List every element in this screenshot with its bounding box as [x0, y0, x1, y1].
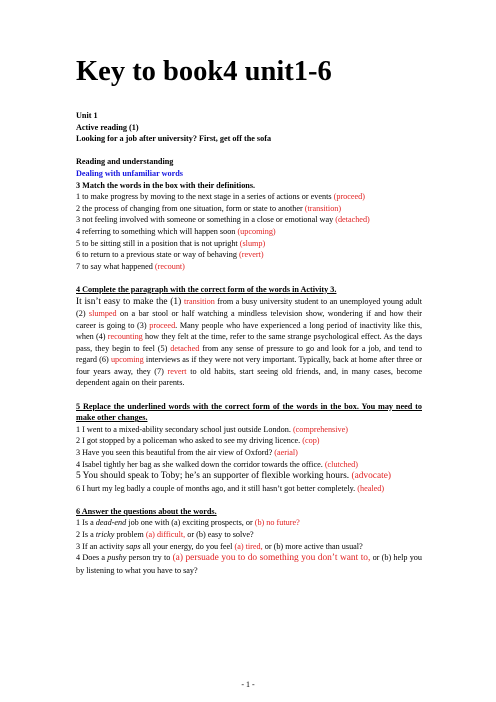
q6-item: 2 Is a tricky problem (a) difficult, or (b) easy to solve?: [76, 530, 254, 539]
q3-item: 2 the process of changing from one situation, form or state to another (transition): [76, 203, 342, 213]
q5-item: 2 I got stopped by a policeman who asked to see my driving licence. (cop): [76, 436, 320, 446]
document-title: Key to book4 unit1-6: [76, 56, 332, 87]
q5-item: 6 I hurt my leg badly a couple of months ago, and it still hasn’t got better completely. (healed): [76, 483, 385, 493]
answer: (detached): [335, 215, 370, 225]
answer: (recount): [154, 261, 185, 271]
passage-title: Looking for a job after university? First, get off the sofa: [76, 134, 272, 144]
q4-paragraph: It isn’t easy to make the (1) transition from a busy university student to an unemployed young adult (2) slumped on a bar stool or half watching a mindless television show, wondering if and how their career is going to (3) proceed. Many people who have experienced a long period of inactivity like this, when (4) recounting how they felt at the time, refer to the same strange psychological effect. As the days pass, they begin to feel (5) detached from any sense of pressure to go and look for a job, and tend to regard (6) upcoming interviews as if they were not very important. Typically, back at home after three or four years away, they (7) revert to old habits, start seeing old friends, and, in many cases, become dependent again on their parents.: [76, 296, 423, 388]
document-body: [76, 110, 422, 576]
q6-heading: 6 Answer the questions about the words.: [76, 506, 217, 516]
q3-item: 1 to make progress by moving to the next stage in a series of actions or events (proceed): [76, 192, 365, 202]
q3-item: 7 to say what happened (recount): [76, 261, 185, 271]
q3-item: 5 to be sitting still in a position that is not upright (slump): [76, 238, 266, 248]
answer: (transition): [304, 203, 342, 213]
q3-item: 6 to return to a previous state or way of behaving (revert): [76, 250, 264, 260]
page-number: - 1 -: [241, 680, 255, 689]
answer: (proceed): [333, 192, 365, 202]
subheading-unfamiliar-words: Dealing with unfamiliar words: [76, 168, 183, 178]
unit-label: Unit 1: [76, 111, 98, 120]
q6-item: 3 If an activity saps all your energy, do you feel (a) tired, or (b) more active than usual?: [76, 541, 363, 551]
q3-item: 3 not feeling involved with someone or something in a close or emotional way (detached): [76, 215, 370, 225]
q4-heading: 4 Complete the paragraph with the correct form of the words in Activity 3.: [76, 284, 337, 294]
q5-heading: 5 Replace the underlined words with the correct form of the words in the box. You may need to make other changes.: [76, 401, 422, 423]
answer: (upcoming): [237, 226, 276, 236]
answer: (revert): [239, 250, 264, 260]
q3-heading: 3 Match the words in the box with their definitions.: [76, 180, 256, 190]
q5-item: 1 I went to a mixed-ability secondary school just outside London. (comprehensive): [76, 424, 348, 434]
section-label: Active reading (1): [76, 122, 139, 132]
q5-item: 4 Isabel tightly her bag as she walked down the corridor towards the office. (clutched): [76, 459, 358, 469]
q6-item: 1 Is a dead-end job one with (a) exciting prospects, or (b) no future?: [76, 518, 300, 528]
answer: (slump): [239, 238, 266, 248]
q3-item: 4 referring to something which will happen soon (upcoming): [76, 226, 276, 236]
q5-item: 5 You should speak to Toby; he’s an supporter of flexible working hours. (advocate): [76, 471, 392, 482]
reading-heading: Reading and understanding: [76, 157, 174, 167]
q6-item: 4 Does a pushy person try to (a) persuade you to do something you don’t want to, or (b) help you by listening to what you have to say?: [76, 553, 422, 575]
q5-item: 3 Have you seen this beautiful from the air view of Oxford? (aerial): [76, 448, 298, 458]
